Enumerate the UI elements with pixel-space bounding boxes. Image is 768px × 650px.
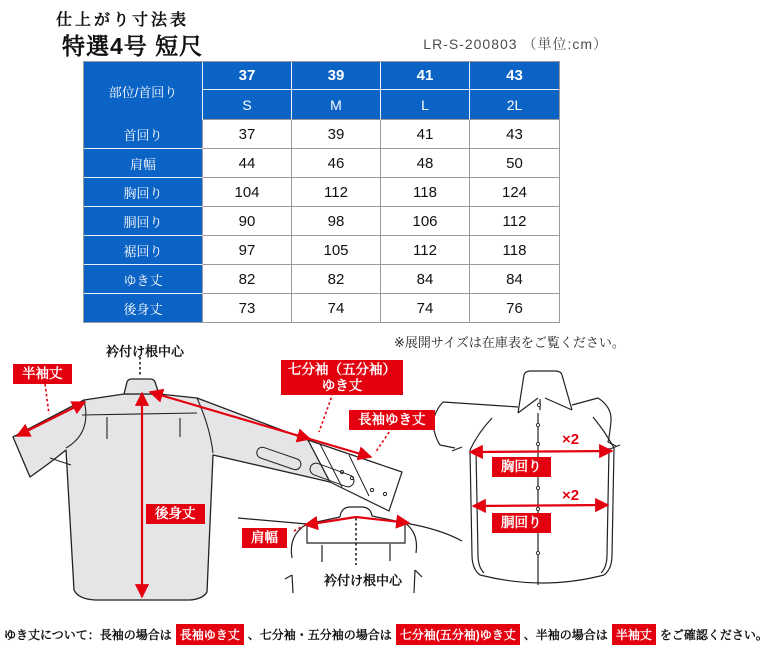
cell-value: 39 [292,120,381,149]
cell-value: 90 [203,207,292,236]
row-label: 首回り [84,120,203,149]
col-header-size-letter: S [203,90,292,120]
cell-value: 98 [292,207,381,236]
cell-value: 76 [470,294,559,322]
footer-seg3: 、半袖の場合は [523,628,608,642]
cell-value: 73 [203,294,292,322]
cell-value: 112 [470,207,559,236]
cell-value: 84 [470,265,559,294]
cell-value: 46 [292,149,381,178]
row-label: 肩幅 [84,149,203,178]
times2-chest: ×2 [562,431,580,448]
product-code: LR-S-200803 （単位:cm） [423,36,608,52]
col-header-size-number: 41 [381,62,470,90]
table-row [84,207,559,236]
row-label: 胸回り [84,178,203,207]
sleeve-length-note [4,624,768,645]
back-shirt-outline [13,379,330,600]
table-row [84,178,559,207]
col-header-size-letter: M [292,90,381,120]
collar-center-bottom-label: 衿付け根中心 [324,573,403,588]
cell-value: 112 [292,178,381,207]
col-header-size-letter: 2L [470,90,559,120]
cell-value: 48 [381,149,470,178]
table-row [84,294,559,322]
size-table [83,61,560,323]
cell-value: 97 [203,236,292,265]
table-row [84,265,559,294]
cell-value: 105 [292,236,381,265]
three-quarter-line2: ゆき丈 [321,377,363,393]
cell-value: 124 [470,178,559,207]
three-quarter-sleeve-label [281,360,403,395]
row-label: ゆき丈 [84,265,203,294]
collar-center-top-label: 衿付け根中心 [106,344,185,359]
row-label: 裾回り [84,236,203,265]
footer-seg2: 、七分袖・五分袖の場合は [247,628,392,642]
col-header-size-number: 37 [203,62,292,90]
table-row [84,149,559,178]
cell-value: 118 [470,236,559,265]
long-sleeve-label: 長袖ゆき丈 [349,410,435,430]
cell-value: 74 [381,294,470,322]
cell-value: 118 [381,178,470,207]
footer-seg4: をご確認ください。 [659,628,768,642]
stock-note: ※展開サイズは在庫表をご覧ください。 [394,335,625,350]
three-quarter-line1: 七分袖（五分袖） [288,362,396,377]
cell-value: 82 [203,265,292,294]
cell-value: 50 [470,149,559,178]
back-length-label: 後身丈 [146,504,205,524]
row-label: 後身丈 [84,294,203,322]
cell-value: 106 [381,207,470,236]
waist-label: 胴回り [492,513,551,533]
cell-value: 44 [203,149,292,178]
half-sleeve-label: 半袖丈 [13,364,72,384]
cell-value: 43 [470,120,559,149]
cell-value: 112 [381,236,470,265]
front-shirt-outline [433,371,620,585]
col-header-size-number: 43 [470,62,559,90]
table-row [84,236,559,265]
cell-value: 37 [203,120,292,149]
cell-value: 41 [381,120,470,149]
times2-waist: ×2 [562,487,580,504]
cell-value: 84 [381,265,470,294]
footer-tag-half-sleeve: 半袖丈 [612,624,656,645]
footer-seg1: ゆき丈について：長袖の場合は [4,628,172,642]
table-row [84,120,559,149]
col-header-size-letter: L [381,90,470,120]
page-title: 特選4号 短尺 [62,33,204,59]
shoulder-width-label: 肩幅 [242,528,287,548]
col-header-size-number: 39 [292,62,381,90]
cell-value: 74 [292,294,381,322]
footer-tag-long-sleeve: 長袖ゆき丈 [176,624,244,645]
table-corner-label: 部位/首回り [84,62,203,120]
chest-label: 胸回り [492,457,551,477]
footer-tag-three-quarter: 七分袖(五分袖)ゆき丈 [396,624,520,645]
cell-value: 82 [292,265,381,294]
page-subtitle: 仕上がり寸法表 [56,12,190,29]
row-label: 胴回り [84,207,203,236]
cell-value: 104 [203,178,292,207]
